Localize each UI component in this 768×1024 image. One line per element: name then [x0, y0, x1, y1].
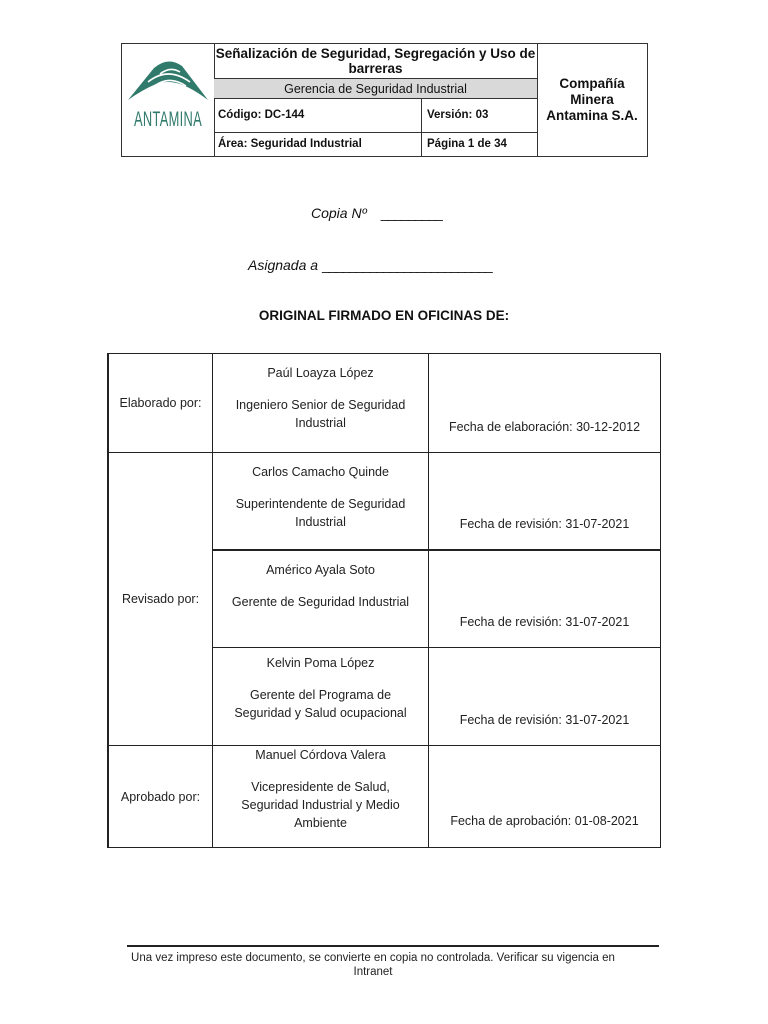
header-row-code — [214, 99, 537, 133]
signer-date: Fecha de revisión: 31-07-2021 — [459, 615, 630, 629]
signer-date: Fecha de elaboración: 30-12-2012 — [448, 420, 641, 434]
elaborado-label-text: Elaborado por: — [119, 396, 202, 410]
signer-name: Paúl Loayza López — [267, 366, 374, 380]
signer-name: Kelvin Poma López — [266, 656, 375, 670]
signer-date: Fecha de revisión: 31-07-2021 — [459, 713, 630, 727]
signer-cell — [213, 648, 428, 745]
header-middle — [214, 44, 538, 156]
signer-name: Manuel Córdova Valera — [255, 748, 386, 762]
document-title: Señalización de Seguridad, Segregación y Uso de barreras — [215, 46, 536, 76]
date-cell — [429, 746, 660, 847]
pagina-value: Página 1 de 34 — [427, 138, 507, 150]
area-value: Área: Seguridad Industrial — [214, 133, 422, 156]
signer-cell — [213, 746, 428, 847]
date-cell — [429, 354, 660, 452]
signer-date: Fecha de aprobación: 01-08-2021 — [450, 814, 639, 828]
signer-title: Vicepresidente de Salud, Seguridad Industrial y Medio Ambiente — [241, 780, 400, 830]
copia-label: Copia Nº — [311, 205, 367, 221]
signer-title: Gerente del Programa de Seguridad y Salud ocupacional — [234, 688, 407, 720]
company-name — [537, 44, 647, 156]
signer-cell — [213, 453, 428, 549]
revisado-label-text: Revisado por: — [121, 592, 200, 606]
revisado-label — [109, 453, 212, 745]
date-cell — [429, 648, 660, 745]
signer-title: Ingeniero Senior de Seguridad Industrial — [235, 398, 406, 430]
signer-date: Fecha de revisión: 31-07-2021 — [459, 517, 630, 531]
aprobado-label-text: Aprobado por: — [120, 789, 201, 804]
header-row-area — [214, 133, 537, 156]
date-cell — [429, 551, 660, 647]
document-header — [121, 43, 648, 157]
codigo-value: Código: DC-144 — [214, 99, 422, 132]
aprobado-label — [109, 746, 212, 847]
company-name-text: Compañía Minera Antamina S.A. — [546, 76, 638, 123]
signer-name: Américo Ayala Soto — [266, 563, 375, 577]
copia-line — [311, 205, 442, 221]
elaborado-label — [109, 354, 212, 452]
signer-cell — [213, 551, 428, 647]
logo-cell — [122, 44, 215, 156]
asignada-line — [248, 257, 492, 273]
signer-cell — [213, 354, 428, 452]
footer-note: Una vez impreso este documento, se convierte en copia no controlada. Verificar su vigencia en Intranet — [131, 952, 615, 978]
logo-wordmark: ANTAMINA — [134, 108, 202, 131]
signer-title: Superintendente de Seguridad Industrial — [235, 497, 406, 529]
table-border-right — [660, 353, 661, 848]
signature-table — [107, 353, 661, 848]
original-title: ORIGINAL FIRMADO EN OFICINAS DE: — [258, 308, 510, 323]
gerencia-label: Gerencia de Seguridad Industrial — [214, 78, 537, 99]
table-border-bottom — [107, 847, 661, 848]
version-value: Versión: 03 — [427, 109, 489, 121]
date-cell — [429, 453, 660, 549]
signer-name: Carlos Camacho Quinde — [252, 465, 389, 479]
copia-blank: _________ — [380, 205, 442, 221]
antamina-logo — [122, 44, 214, 156]
asignada-label: Asignada a — [248, 257, 319, 273]
footer-divider — [127, 945, 659, 947]
asignada-blank: _________________________ — [321, 257, 492, 273]
signer-title: Gerente de Seguridad Industrial — [231, 595, 410, 609]
